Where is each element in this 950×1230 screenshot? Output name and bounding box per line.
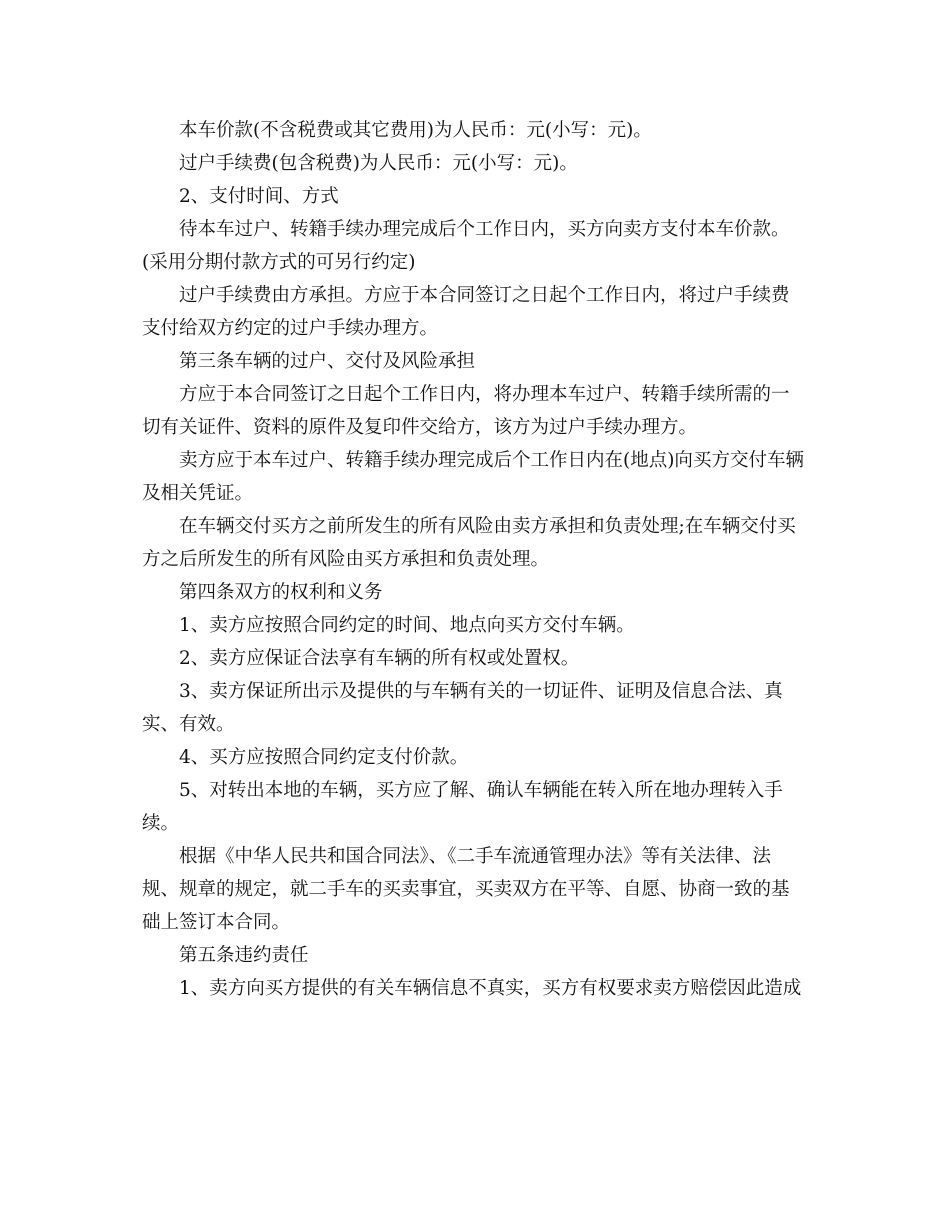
paragraph-legal-basis: 根据《中华人民共和国合同法》、《二手车流通管理办法》等有关法律、法规、规章的规定，就二手车的买卖事宜，买卖双方在平等、自愿、协商一致的基础上签订本合同。 xyxy=(142,846,790,933)
paragraph-transfer-fee: 过户手续费(包含税费)为人民币：元(小写：元)。 xyxy=(179,153,578,174)
list-item-liability-1: 1、卖方向买方提供的有关车辆信息不真实，买方有权要求卖方赔偿因此造成 xyxy=(179,978,802,999)
list-item-obligation-5: 5、对转出本地的车辆，买方应了解、确认车辆能在转入所在地办理转入手续。 xyxy=(142,780,783,834)
list-item-obligation-4: 4、买方应按照合同约定支付价款。 xyxy=(179,747,469,768)
paragraph-payment-terms: 待本车过户、转籍手续办理完成后个工作日内，买方向卖方支付本车价款。(采用分期付款方式的可另行约定) xyxy=(142,219,790,273)
paragraph-payment-heading: 2、支付时间、方式 xyxy=(179,186,339,207)
section-title-article-3: 第三条车辆的过户、交付及风险承担 xyxy=(179,351,476,372)
paragraph-vehicle-delivery: 卖方应于本车过户、转籍手续办理完成后个工作日内在(地点)向买方交付车辆及相关凭证。 xyxy=(142,450,804,504)
list-item-obligation-3: 3、卖方保证所出示及提供的与车辆有关的一切证件、证明及信息合法、真实、有效。 xyxy=(142,681,783,735)
list-item-obligation-1: 1、卖方应按照合同约定的时间、地点向买方交付车辆。 xyxy=(179,615,635,636)
section-title-article-4: 第四条双方的权利和义务 xyxy=(179,582,383,603)
paragraph-risk: 在车辆交付买方之前所发生的所有风险由卖方承担和负责处理;在车辆交付买方之后所发生的所有风险由买方承担和负责处理。 xyxy=(142,516,796,570)
paragraph-documents-delivery: 方应于本合同签订之日起个工作日内，将办理本车过户、转籍手续所需的一切有关证件、资料的原件及复印件交给方，该方为过户手续办理方。 xyxy=(142,384,790,438)
paragraph-transfer-fee-terms: 过户手续费由方承担。方应于本合同签订之日起个工作日内，将过户手续费支付给双方约定的过户手续办理方。 xyxy=(142,285,790,339)
section-title-article-5: 第五条违约责任 xyxy=(179,945,309,966)
list-item-obligation-2: 2、卖方应保证合法享有车辆的所有权或处置权。 xyxy=(179,648,580,669)
document-body xyxy=(142,114,806,1005)
paragraph-price: 本车价款(不含税费或其它费用)为人民币：元(小写：元)。 xyxy=(179,120,652,141)
